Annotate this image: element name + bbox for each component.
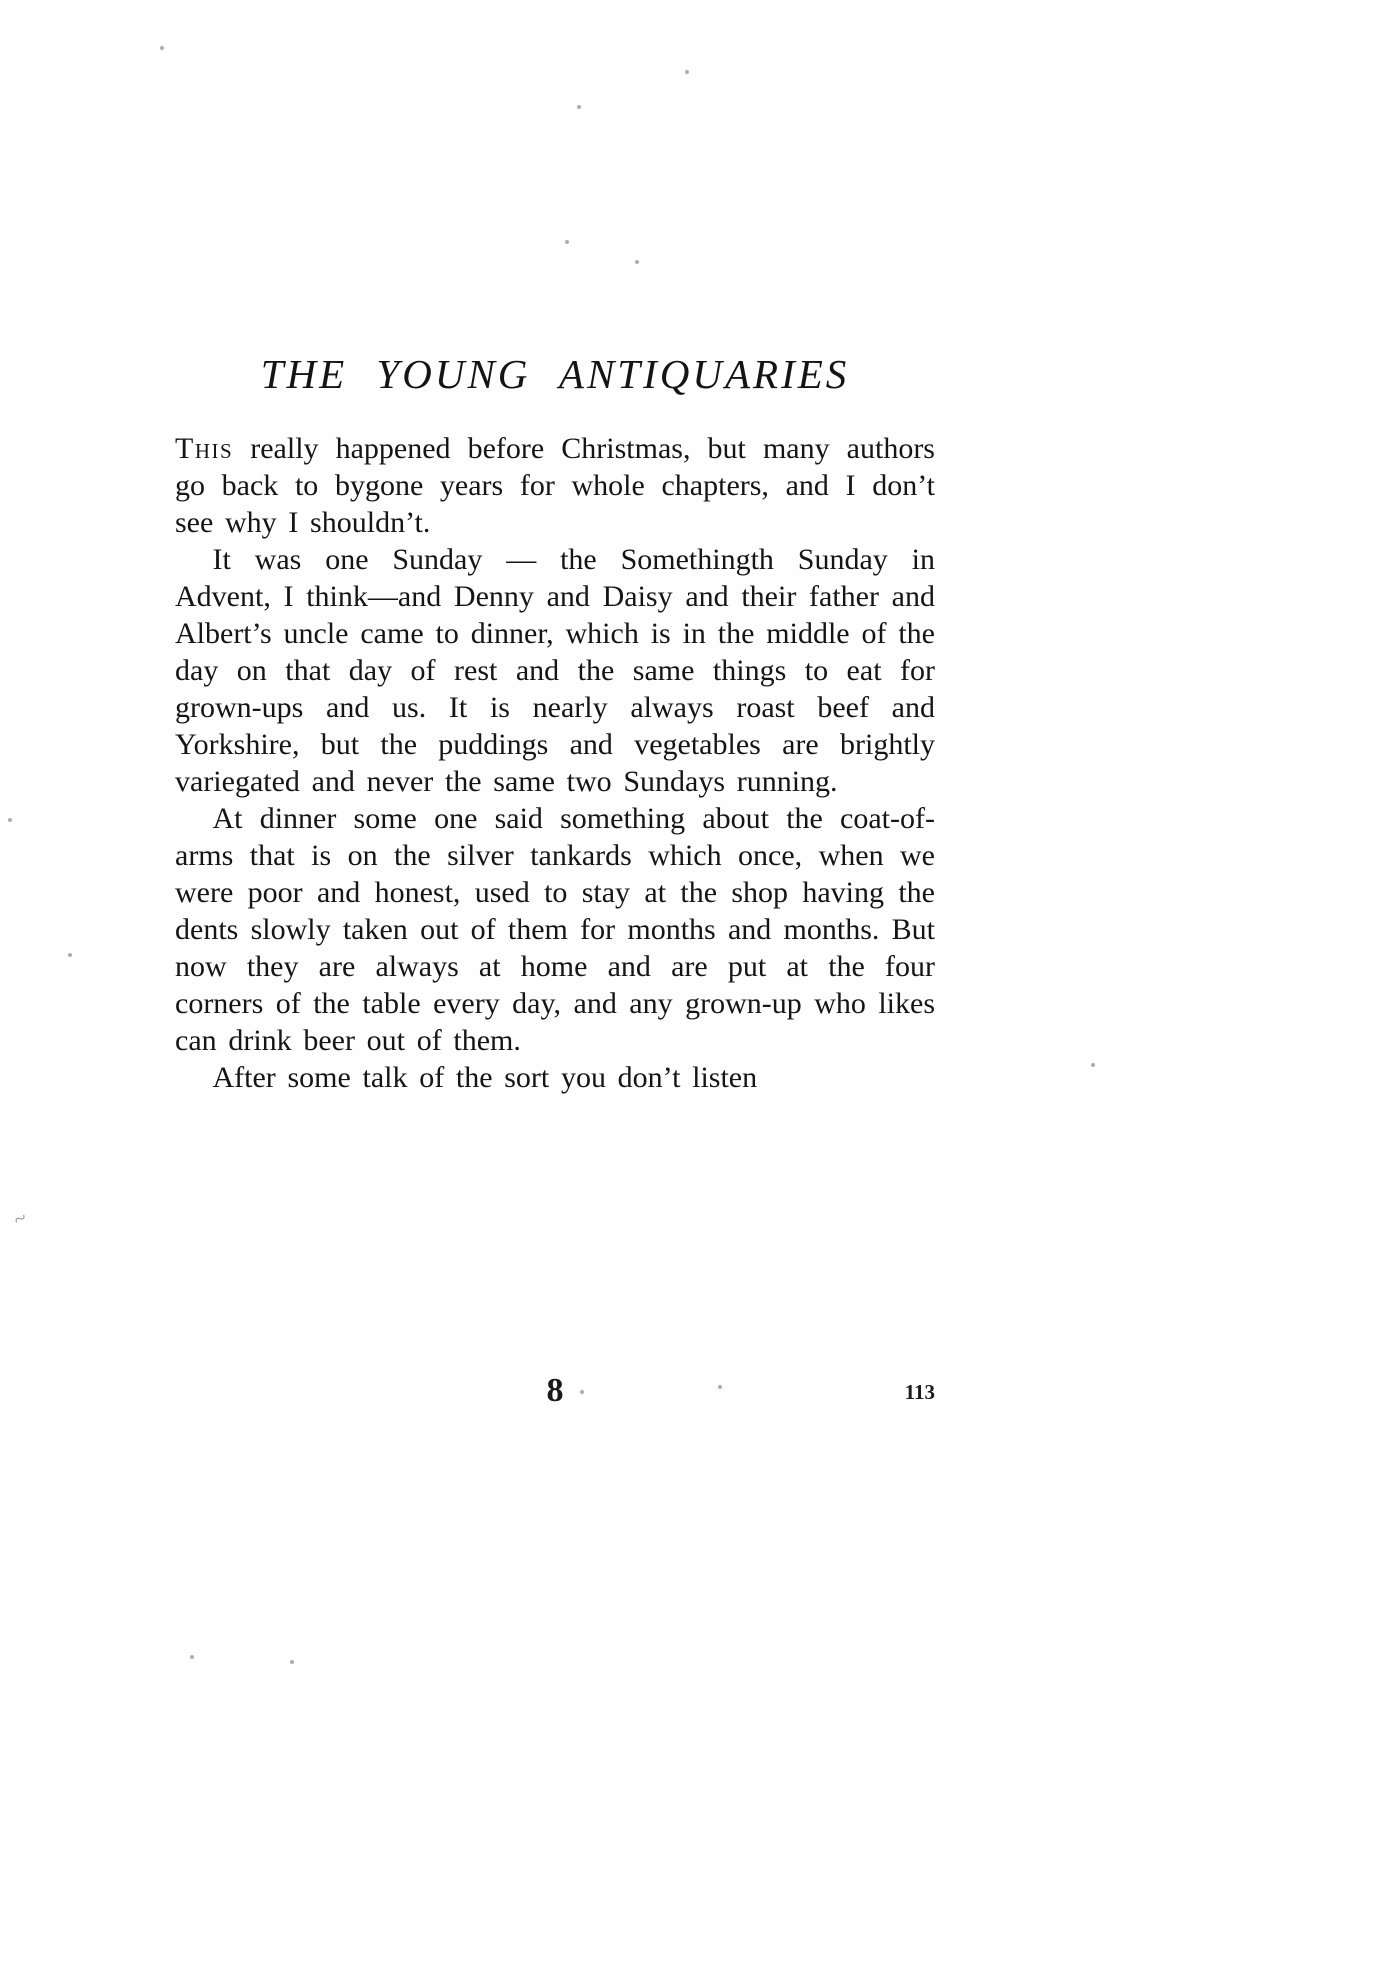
lead-word: This (175, 432, 234, 465)
paragraph: It was one Sunday — the Somethingth Sunday in Advent, I think—and Denny and Daisy and their father and Albert’s uncle came to dinner, which is in the middle of the day on that day of rest and the same things to eat for grown-ups and us. It is nearly always roast beef and Yorkshire, but the puddings and vegetables are brightly variegated and never the same two Sundays running. (175, 543, 935, 798)
page-body (175, 430, 935, 1096)
scan-speck (577, 105, 581, 109)
scan-speck (1091, 1063, 1095, 1067)
scan-speck (8, 818, 12, 822)
paragraph: After some talk of the sort you don’t listen (212, 1061, 758, 1094)
page-number: 8 (546, 1372, 564, 1409)
paragraph: At dinner some one said something about the coat-of-arms that is on the silver tankards which once, when we were poor and honest, used to stay at the shop having the dents slowly taken out of them for months and months. But now they are always at home and are put at the four corners of the table every day, and any grown-up who likes can drink beer out of them. (175, 802, 935, 1057)
scan-speck (580, 1390, 584, 1394)
chapter-title: THE YOUNG ANTIQUARIES (260, 351, 850, 397)
folio-number: 113 (904, 1380, 935, 1404)
scan-speck (565, 240, 569, 244)
paragraph (175, 430, 935, 541)
scan-speck (68, 953, 72, 957)
paragraph-text: really happened before Christmas, but many authors go back to bygone years for whole chapters, and I don’t see why I shouldn’t. (175, 432, 935, 539)
scan-speck (635, 260, 639, 264)
scan-speck (190, 1655, 194, 1659)
margin-pencil-mark: ~ (9, 1204, 31, 1233)
scan-speck (290, 1660, 294, 1664)
scan-speck (160, 46, 164, 50)
scan-speck (718, 1385, 722, 1389)
scan-speck (685, 70, 689, 74)
